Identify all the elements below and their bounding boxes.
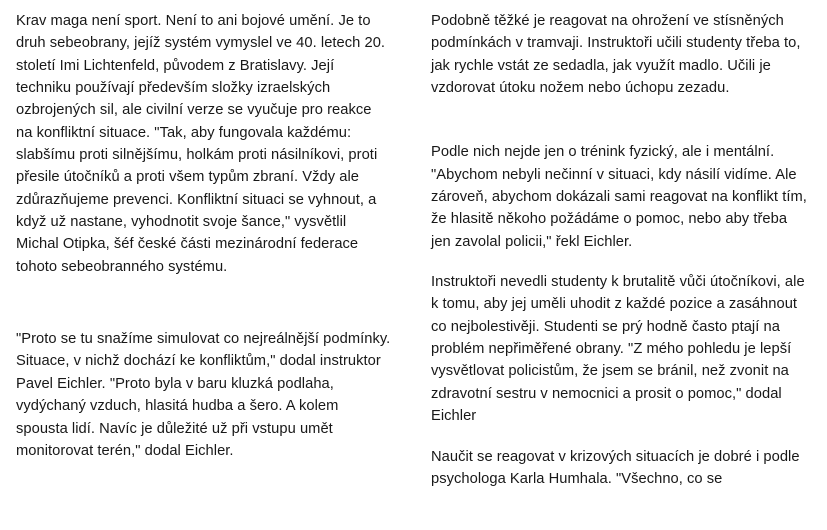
paragraph: Krav maga není sport. Není to ani bojové umění. Je to druh sebeobrany, jejíž systém vymyslel ve 40. letech 20. století Imi Lichtenfeld, původem z Bratislavy. Její techniku používají především složky izraelských ozbrojených sil, ale civilní verze se vyučuje pro reakce na konfliktní situace. "Tak, aby fungovala každému: slabšímu proti silnějšímu, holkám proti násilníkovi, proti přesile útočníků a proti všem typům zbraní. Vždy ale zdůrazňujeme prevenci. Konfliktní situaci se vyhnout, a když už nastane, vyhodnotit svoje šance," vysvětlil Michal Otipka, šéf české části mezinárodní federace tohoto sebeobranného systému. xyxy=(16,13,386,275)
paragraph: Instruktoři nevedli studenty k brutalitě vůči útočníkovi, ale k tomu, aby jej uměli uhodit z každé pozice a zasáhnout co nejbolestivěji. Studenti se prý hodně často ptají na problém nepřiměřené obrany. "Z mého pohledu je lepší vysvětlovat policistům, že jsem se bránil, než zvonit na zdravotní sestru v nemocnici a prosit o pomoc," dodal Eichler xyxy=(431,274,805,425)
article-column-right xyxy=(413,10,826,530)
paragraph: "Proto se tu snažíme simulovat co nejreálnější podmínky. Situace, v nichž dochází ke konfliktům," dodal instruktor Pavel Eichler. "Proto byla v baru kluzká podlaha, vydýchaný vzduch, hlasitá hudba a šero. A kolem spousta lidí. Navíc je důležité už při vstupu umět monitorovat terén," dodal Eichler. xyxy=(16,331,391,459)
paragraph: Naučit se reagovat v krizových situacích je dobré i podle psychologa Karla Humhala. "Všechno, co se xyxy=(431,448,800,487)
article-column-left xyxy=(0,10,413,530)
paragraph: Podle nich nejde jen o trénink fyzický, ale i mentální. "Abychom nebyli nečinní v situaci, kdy násilí vidíme. Ale zároveň, abychom dokázali sami reagovat na konflikt tím, že hlasitě někoho požádáme o pomoc, nebo aby třeba jen zavolal policii," řekl Eichler. xyxy=(431,144,807,250)
paragraph: Podobně těžké je reagovat na ohrožení ve stísněných podmínkách v tramvaji. Instruktoři učili studenty třeba to, jak rychle vstát ze sedadla, jak využít madlo. Učili je vzdorovat útoku nožem nebo úchopu zezadu. xyxy=(431,13,801,97)
